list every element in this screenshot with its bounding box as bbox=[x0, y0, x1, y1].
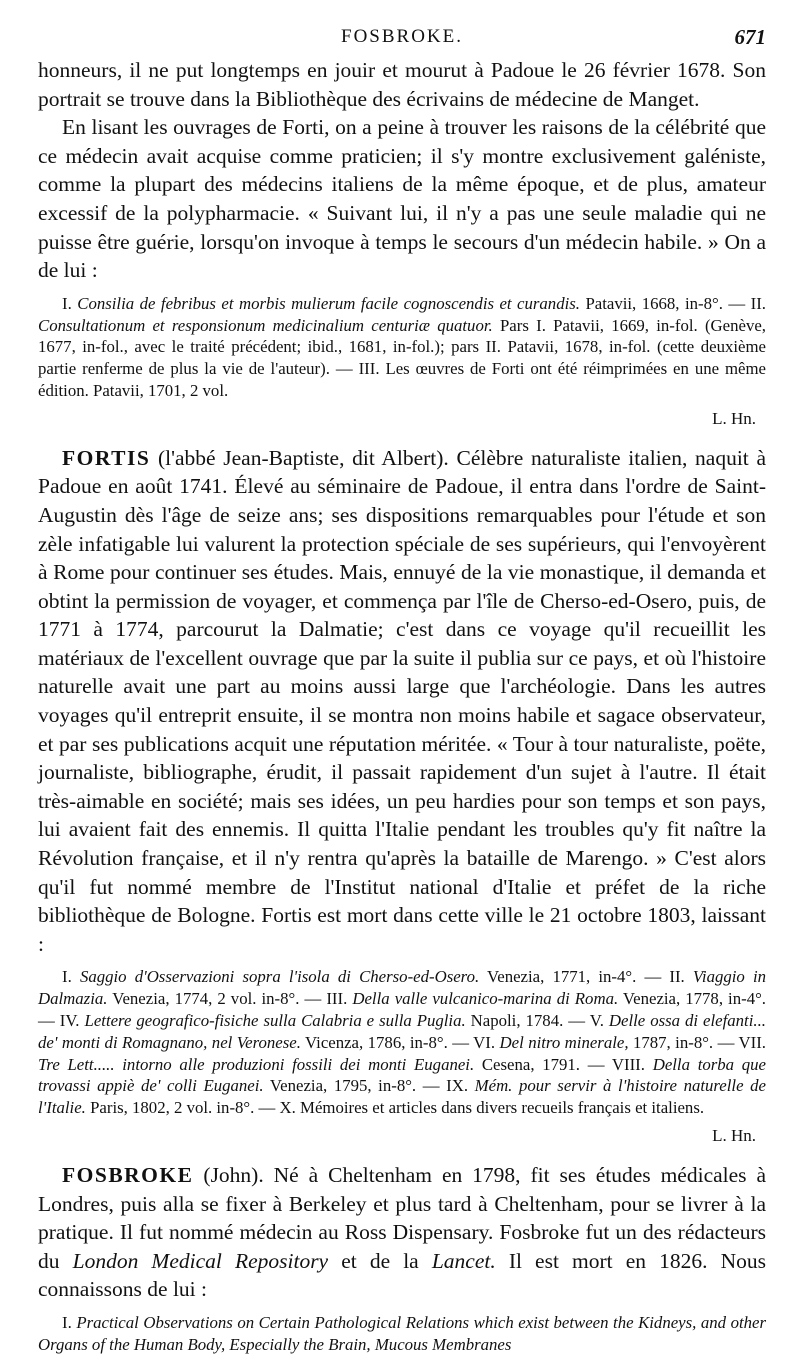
bib-entry: IX. Mém. pour servir à l'histoire naturelle de l'Italie. Paris, 1802, 2 vol. in-8°. — bbox=[38, 1076, 766, 1118]
bib-entry: III. Della valle vulcanico-marina di Roma. Venezia, 1778, in-4°. — bbox=[38, 989, 766, 1031]
bib-entry: V. Delle ossa di elefanti... de' monti di Romagnano, nel Veronese. Vicenza, 1786, in-8°. — bbox=[38, 1011, 766, 1052]
forti-paragraph-2: En lisant les ouvrages de Forti, on a peine à trouver les raisons de la célébrité que ce médecin avait acquise comme praticien; il s'y montre exclusivement galéniste, comme la plupart des médecins italiens de la même époque, et de plus, amateur excessif de la polypharmacie. « Suivant lui, il n'y a pas une seule maladie qui ne puisse être guérie, lorsqu'on invoque à temps le secours d'un médecin habile. » On a de lui : bbox=[38, 115, 766, 283]
bib-entry: I. Practical Observations on Certain Pathological Relations which exist between the Kidneys, and other Organs of the Human Body, Especially the Brain, Mucous Membranes bbox=[38, 1312, 766, 1354]
entry-text: Célèbre naturaliste italien, naquit à Padoue en août 1741. Élevé au séminaire de Padoue, il entra dans l'ordre de Saint-Augustin dès l'âge de seize ans; ses dispositions remarquables pour l'étude et son zèle infatigable lui valurent la protection spéciale de ses supérieurs, qui l'envoyèrent à Rome pour continuer ses études. Mais, ennuyé de la vie monastique, il demanda et obtint la permission de voyager, et commença par l'île de Cherso-ed-Osero, puis, de 1771 à 1774, parcourut la Dalmatie; c'est dans ce voyage qu'il recueillit les matériaux de l'excellent ouvrage que par la suite il publia sur ce pays, et où l'histoire naturelle avait une part au moins aussi large que l'archéologie. Dans les autres voyages qu'il entreprit ensuite, il se montra non moins habile et sagace observateur, et par ses publications acquit une réputation méritée. « Tour à tour naturaliste, poëte, journaliste, bibliographe, érudit, il passait rapidement d'un sujet à l'autre. Il était très-aimable en société; mais ses idées, un peu hardies pour son temps et son pays, lui avaient fait des ennemis. Il quitta l'Italie pendant les troubles qu'y fit naître la Révolution française, et il n'y rentra qu'après la bataille de Marengo. » C'est alors qu'il fut nommé membre de l'Institut national d'Italie et préfet de la riche bibliothèque de Bologne. Fortis est mort dans cette ville le 21 octobre 1803, laissant : bbox=[38, 445, 766, 956]
journal-title: Lancet. bbox=[431, 1248, 496, 1273]
bib-entry: VI. Del nitro minerale, 1787, in-8°. — bbox=[473, 1032, 739, 1052]
entry-given-name: (John). bbox=[203, 1163, 264, 1187]
entry-headword: FOSBROKE bbox=[62, 1163, 194, 1187]
bib-entry: II. Viaggio in Dalmazia. Venezia, 1774, 2 vol. in-8°. — bbox=[38, 967, 766, 1009]
bib-entry: VII. Tre Lett..... intorno alle produzioni fossili dei monti Euganei. Cesena, 1791. — bbox=[38, 1032, 766, 1074]
entry-text: Né à Cheltenham en 1798, fit ses études médicales à Londres, puis alla se fixer à Berkeley et plus tard à Cheltenham, pour se livrer à la pratique. Il fut nommé médecin au Ross Dispensary. Fosbroke fut un des rédacteurs du bbox=[38, 1163, 767, 1273]
fosbroke-bibliography bbox=[38, 1312, 766, 1356]
bib-entry: II. Consultationum et responsionum medicinalium centuriæ quatuor. Pars I. Patavii, 1669, in-fol. (Genève, 1677, in-fol., avec le traité précédent; ibid., 1681, in-fol.); pars II. Patavii, 1678, in-fol. (cette deuxième partie renferme de plus la vie de l'auteur). — bbox=[38, 293, 766, 379]
bib-entry: III. Les œuvres de Forti ont été réimprimées en une même édition. Patavii, 1701, 2 vol. bbox=[38, 359, 766, 400]
bib-entry: I. Consilia de febribus et morbis mulierum facile cognoscendis et curandis. Patavii, 1668, in-8°. — bbox=[62, 293, 751, 313]
fortis-entry bbox=[38, 444, 766, 959]
fosbroke-entry: FOSBROKE (John). Né à Cheltenham en 1798, fit ses études médicales à Londres, puis alla se fixer à Berkeley et plus tard à Cheltenham, pour se livrer à la pratique. Il fut nommé médecin au Ross Dispensary. Fosbroke fut un des rédacteurs du London Medical Repository et de la Lancet. Il est mort en 1826. Nous connaissons de lui : bbox=[38, 1163, 767, 1302]
entry-headword: FORTIS bbox=[62, 445, 151, 470]
running-title: FOSBROKE. bbox=[341, 26, 463, 47]
forti-paragraph-1: honneurs, il ne put longtemps en jouir et mourut à Padoue le 26 février 1678. Son portrait se trouve dans la Bibliothèque des écrivains de médecine de Manget. bbox=[38, 58, 766, 111]
bib-entry: IV. Lettere geografico-fisiche sulla Calabria e sulla Puglia. Napoli, 1784. — bbox=[59, 1011, 590, 1031]
bib-entry: X. Mémoires et articles dans divers recueils français et italiens. bbox=[279, 1098, 705, 1118]
bib-entry: VIII. Della torba que trovassi appiè de' colli Euganei. Venezia, 1795, in-8°. — bbox=[38, 1054, 766, 1096]
fortis-bibliography bbox=[38, 966, 766, 1119]
journal-title: London Medical Repository bbox=[72, 1248, 329, 1273]
bib-entry: I. Saggio d'Osservazioni sopra l'isola di Cherso-ed-Osero. Venezia, 1771, in-4°. — bbox=[62, 967, 670, 987]
entry-given-name: (l'abbé Jean-Baptiste, dit Albert). bbox=[157, 445, 449, 470]
running-header bbox=[38, 18, 766, 56]
author-signature: L. Hn. bbox=[712, 1126, 756, 1145]
author-signature: L. Hn. bbox=[712, 408, 756, 428]
forti-bibliography bbox=[38, 293, 766, 402]
page-number: 671 bbox=[734, 25, 766, 49]
